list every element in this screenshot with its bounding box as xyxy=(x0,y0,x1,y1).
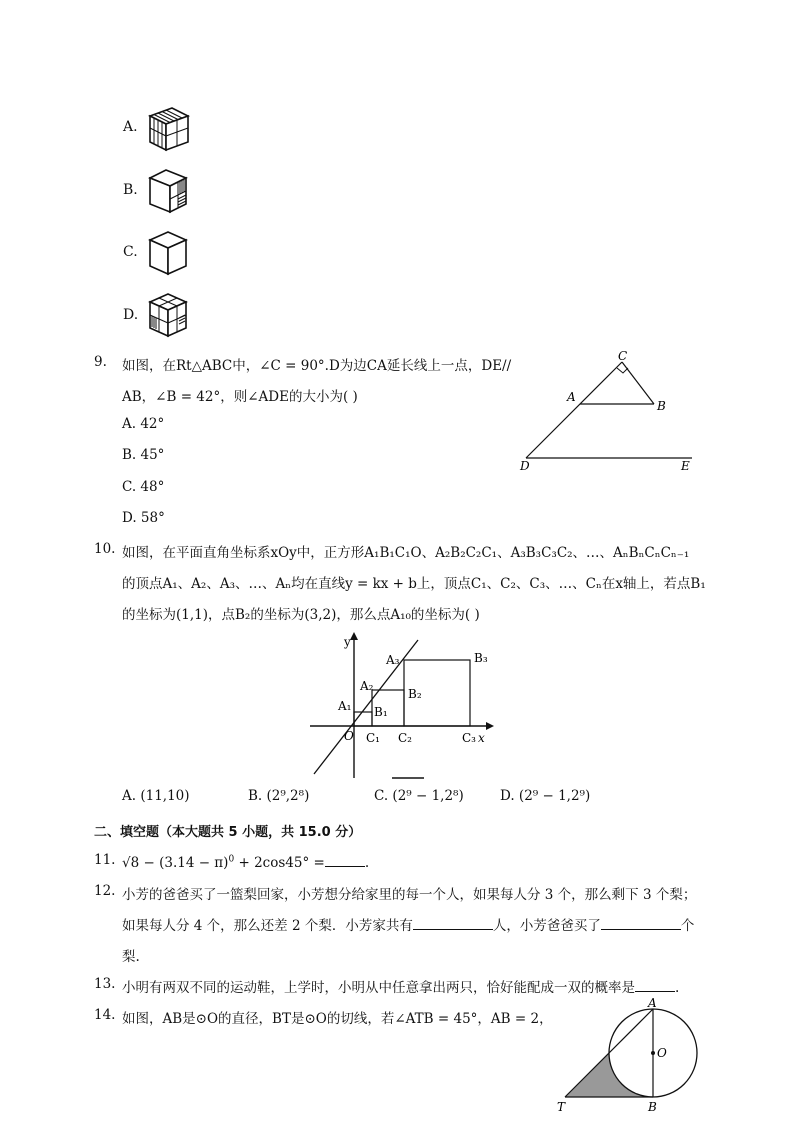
q10-option-c: C. (2⁹ − 1,2⁸) xyxy=(374,788,464,804)
q10-label-b1: B₁ xyxy=(374,705,388,719)
q11-expr-rest: + 2cos45° = xyxy=(234,855,325,871)
q8-option-c-label: C. xyxy=(123,244,138,260)
q9-stem-line2: AB，∠B = 42°，则∠ADE的大小为( ) xyxy=(122,389,358,405)
cube-option-b-icon xyxy=(146,166,192,216)
q14-label-a: A xyxy=(648,996,657,1010)
q10-stem-line3: 的坐标为(1,1)，点B₂的坐标为(3,2)，那么点A₁₀的坐标为( ) xyxy=(122,607,480,623)
q9-label-a: A xyxy=(567,390,576,404)
section-title-fill-in: 二、填空题（本大题共 5 小题，共 15.0 分） xyxy=(94,825,362,840)
cube-option-d-icon xyxy=(146,290,192,340)
q11-exponent: 0 xyxy=(228,854,235,865)
cube-option-c-icon xyxy=(146,228,192,278)
q11-number: 11. xyxy=(94,852,116,868)
q9-label-d: D xyxy=(520,459,530,473)
q11-expression xyxy=(122,852,369,871)
q14-label-o: O xyxy=(657,1046,667,1060)
q10-option-d: D. (2⁹ − 1,2⁹) xyxy=(500,788,591,804)
q14-label-t: T xyxy=(557,1100,566,1113)
q9-label-c: C xyxy=(618,349,628,363)
q10-label-c3: C₃ xyxy=(462,731,476,745)
q12-line2c: 个 xyxy=(680,918,695,934)
q12-line1: 小芳的爸爸买了一篮梨回家，小芳想分给家里的每一个人，如果每人分 3 个，那么剩下 3 个梨； xyxy=(122,887,697,903)
q10-label-c1: C₁ xyxy=(366,731,380,745)
q13-number: 13. xyxy=(94,976,116,992)
q12-line3: 梨. xyxy=(122,949,140,965)
q10-label-b3: B₃ xyxy=(474,651,488,665)
q9-triangle-figure xyxy=(512,348,698,474)
q13-answer-blank[interactable] xyxy=(635,977,675,992)
q10-label-y: y xyxy=(344,635,351,649)
q11-end: . xyxy=(364,855,370,871)
q12-line2b: 人，小芳爸爸买了 xyxy=(492,918,601,934)
cube-option-a-icon xyxy=(146,104,192,154)
q10-label-x: x xyxy=(478,731,485,745)
q9-stem-line1: 如图，在Rt△ABC中，∠C = 90°.D为边CA延长线上一点，DE// xyxy=(122,358,512,374)
q10-label-a1: A₁ xyxy=(338,699,352,713)
q12-number: 12. xyxy=(94,883,116,899)
q12-line2a: 如果每人分 4 个，那么还差 2 个梨．小芳家共有 xyxy=(122,918,413,934)
q13-text xyxy=(122,976,679,996)
q11-expr-main: √8 − (3.14 − π) xyxy=(122,855,229,871)
q8-option-a-label: A. xyxy=(123,119,138,135)
q9-number: 9. xyxy=(94,354,107,370)
q14-text: 如图，AB是⊙O的直径，BT是⊙O的切线，若∠ATB = 45°，AB = 2， xyxy=(122,1011,553,1027)
q10-coordinate-figure xyxy=(308,630,498,782)
q13-end: . xyxy=(675,980,680,996)
q10-label-b2: B₂ xyxy=(408,687,422,701)
q9-label-b: B xyxy=(657,399,666,413)
q10-option-b: B. (2⁹,2⁸) xyxy=(248,788,310,804)
q9-label-e: E xyxy=(681,459,690,473)
q14-number: 14. xyxy=(94,1007,116,1023)
q10-label-o: O xyxy=(344,729,354,743)
q10-stem-line1: 如图，在平面直角坐标系xOy中，正方形A₁B₁C₁O、A₂B₂C₂C₁、A₃B₃C₃C₂、…、AₙBₙCₙCₙ₋₁ xyxy=(122,545,690,561)
q10-label-a2: A₂ xyxy=(360,679,374,693)
q10-label-c2: C₂ xyxy=(398,731,412,745)
q8-option-b-label: B. xyxy=(123,182,138,198)
q9-option-a: A. 42° xyxy=(122,416,165,432)
q10-stem-line2: 的顶点A₁、A₂、A₃、…、Aₙ均在直线y = kx + b上，顶点C₁、C₂、C₃、…、Cₙ在x轴上，若点B₁ xyxy=(122,576,706,592)
q12-blank-pears[interactable] xyxy=(601,915,681,930)
q11-answer-blank[interactable] xyxy=(325,852,365,867)
q12-blank-people[interactable] xyxy=(413,915,493,930)
q14-circle-figure xyxy=(555,995,705,1113)
q13-stem: 小明有两双不同的运动鞋，上学时，小明从中任意拿出两只，恰好能配成一双的概率是 xyxy=(122,980,635,996)
q12-line2 xyxy=(122,914,694,934)
q9-option-b: B. 45° xyxy=(122,447,165,463)
q14-label-b: B xyxy=(648,1100,657,1113)
q10-option-a: A. (11,10) xyxy=(122,788,190,804)
q8-option-d-label: D. xyxy=(123,307,139,323)
q9-option-c: C. 48° xyxy=(122,479,165,495)
q9-option-d: D. 58° xyxy=(122,510,165,526)
q10-number: 10. xyxy=(94,541,116,557)
q10-label-a3: A₃ xyxy=(386,653,400,667)
